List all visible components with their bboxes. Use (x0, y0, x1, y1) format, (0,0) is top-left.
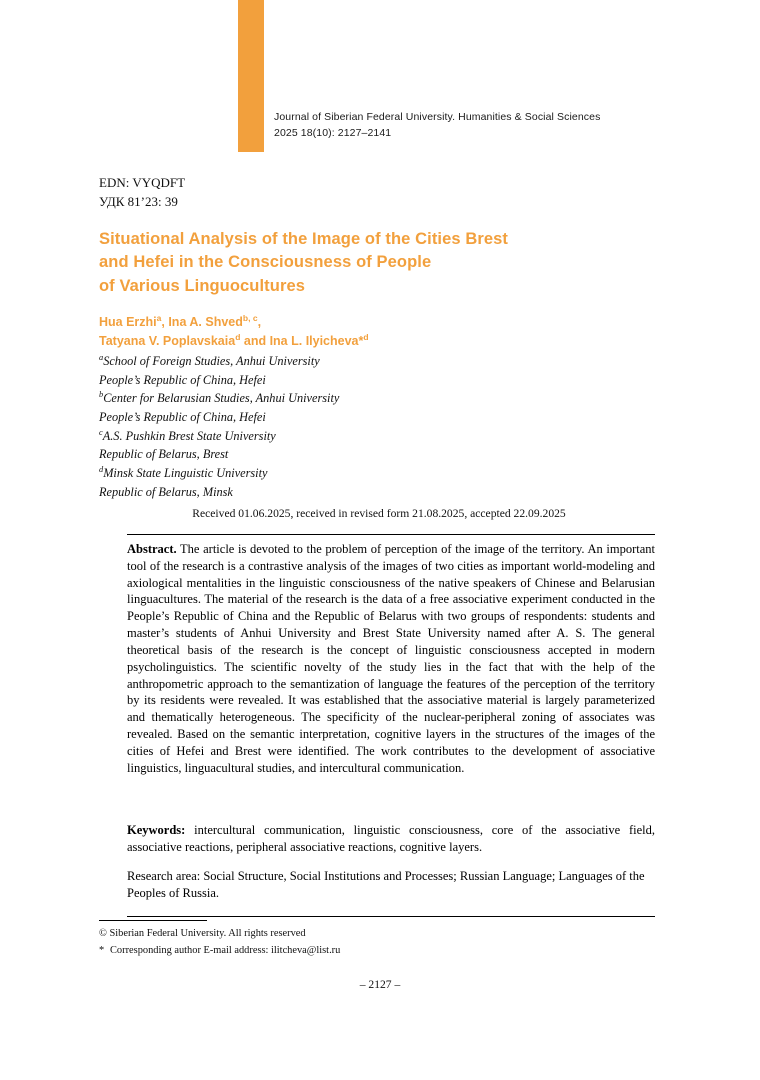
author-name: Tatyana V. Poplavskaia (99, 334, 236, 349)
affiliation-text: People’s Republic of China, Hefei (99, 372, 266, 387)
author-affiliation-marker: b, c (242, 312, 258, 323)
journal-header (274, 110, 644, 142)
corresponding-author-note (99, 943, 659, 960)
abstract-section (127, 541, 655, 776)
edn-code: EDN: VYQDFT (99, 175, 186, 190)
research-area-line-2: Languages of the Peoples of Russia. (127, 869, 645, 900)
divider-top (127, 534, 655, 535)
affiliation-marker: b (99, 390, 104, 400)
affiliation-text: Center for Belarusian Studies, Anhui University (103, 391, 340, 406)
keywords-section (127, 822, 655, 856)
research-area-line-1: Research area: Social Structure, Social Institutions and Processes; Russian Language; (127, 869, 556, 883)
affiliation-item (99, 408, 659, 427)
author-name: Hua Erzhi (99, 315, 157, 329)
author-affiliation-marker: d (235, 332, 241, 343)
affiliation-item (99, 371, 659, 390)
journal-name: Journal of Siberian Federal University. Humanities & Social Sciences (274, 111, 601, 123)
corresponding-author-text: Corresponding author E-mail address: ilitcheva@list.ru (110, 944, 341, 956)
author-line-2 (99, 332, 659, 351)
copyright-note: © Siberian Federal University. All rights reserved (99, 928, 306, 939)
title-line-2: and Hefei in the Consciousness of People (99, 253, 432, 272)
affiliation-text: A.S. Pushkin Brest State University (102, 428, 276, 443)
received-dates: Received 01.06.2025, received in revised form 21.08.2025, accepted 22.09.2025 (192, 507, 566, 520)
affiliation-marker: a (99, 352, 104, 362)
footnotes (99, 926, 659, 959)
affiliation-item (99, 464, 659, 483)
affiliation-list (99, 352, 659, 502)
author-list (99, 313, 659, 352)
affiliation-text: Republic of Belarus, Minsk (99, 484, 233, 499)
affiliation-item (99, 427, 659, 446)
affiliation-text: People’s Republic of China, Hefei (99, 410, 266, 425)
page-number: – 2127 – (359, 978, 401, 991)
affiliation-item (99, 389, 659, 408)
affiliation-text: Minsk State Linguistic University (103, 466, 268, 481)
affiliation-item (99, 445, 659, 464)
asterisk-marker: * (99, 944, 105, 956)
divider-bottom (127, 916, 655, 917)
author-affiliation-marker: a (156, 312, 162, 323)
identifiers-block (99, 174, 185, 212)
author-name: , Ina A. Shved (161, 315, 243, 329)
author-affiliation-marker: d (363, 332, 369, 343)
keywords-text: intercultural communication, linguistic consciousness, core of the associative field, associative reactions, peripheral associative reactions, cognitive layers. (127, 823, 655, 854)
journal-issue: 2025 18(10): 2127–2141 (274, 126, 392, 139)
affiliation-item (99, 352, 659, 371)
abstract-label: Abstract. (127, 542, 177, 556)
keywords-label: Keywords: (127, 823, 186, 837)
affiliation-text: Republic of Belarus, Brest (99, 447, 229, 462)
page-title (99, 228, 659, 298)
affiliation-item (99, 483, 659, 502)
abstract-text: The article is devoted to the problem of perception of the image of the territory. An important tool of the research is a contrastive analysis of the images of two cities as important world-modeling and axiological mentalities in the linguistic consciousness of the native speakers of Chinese and Belarusian linguacultures. The material of the research is the data of a free associative experiment conducted in the People’s Republic of China and the Republic of Belarus with two groups of respondents: students and master’s students of Anhui University and Brest State University named after A. S. The general theoretical basis of the research is the concept of linguistic consciousness accepted in modern psycholinguistics. The scientific novelty of the study lies in the fact that with the help of the anthropometric approach to the semantization of language the features of the perception of the territory by its residents were revealed. It was established that the associative material is largely parameterized and thematically heterogeneous. The specificity of the nuclear-peripheral zoning of associates was revealed. Based on the semantic interpretation, cognitive layers in the structures of the images of the cities of Hefei and Brest were identified. The work contributes to the development of associative linguistics, linguacultural studies, and intercultural communication. (127, 542, 655, 775)
udc-code: УДК 81’23: 39 (99, 193, 178, 209)
title-line-3: of Various Linguocultures (99, 276, 306, 295)
accent-bar (238, 0, 264, 152)
footnote-separator (99, 920, 207, 921)
affiliation-text: School of Foreign Studies, Anhui University (103, 354, 320, 368)
research-area-section (127, 868, 655, 902)
affiliation-marker: d (99, 465, 104, 475)
title-line-1: Situational Analysis of the Image of the Cities Brest (99, 230, 509, 248)
author-separator: , (257, 315, 262, 329)
author-name: and Ina L. Ilyicheva* (240, 334, 364, 349)
author-line-1 (99, 313, 659, 332)
affiliation-marker: c (99, 427, 103, 437)
